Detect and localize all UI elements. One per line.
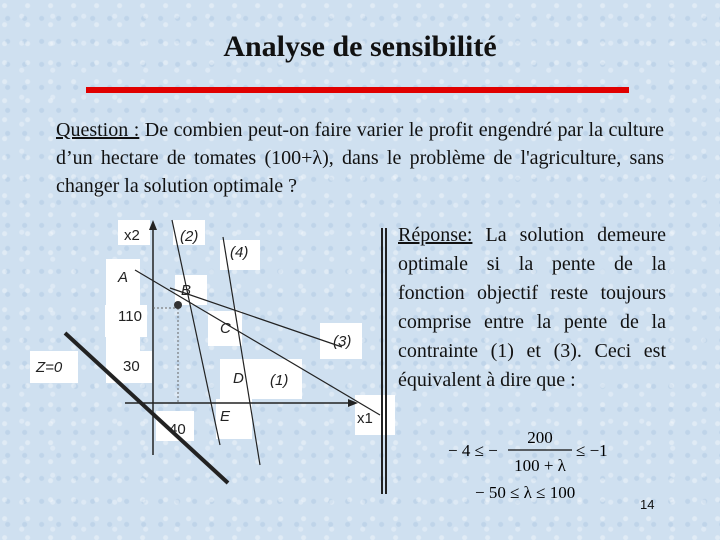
- point-b-marker: [174, 301, 182, 309]
- constraint-line-3: [170, 288, 342, 347]
- question-text: De combien peut-on faire varier le profit engendré par la culture d’un hectare de tomates (100+λ), dans le problème de l'agriculture, sans changer la solution optimale ?: [56, 119, 664, 197]
- sensitivity-formula: [440, 425, 660, 505]
- formula-left-bound: − 4 ≤ −: [448, 441, 498, 460]
- x-40-label: 40: [169, 421, 186, 438]
- slide-title: Analyse de sensibilité: [223, 30, 497, 63]
- x-axis-label: x1: [357, 410, 373, 427]
- formula-denominator: 100 + λ: [514, 456, 566, 475]
- y-30-label: 30: [123, 358, 140, 375]
- line-1-label: (1): [270, 372, 289, 389]
- y-110-label: 110: [118, 308, 142, 325]
- title-underline: [86, 87, 629, 93]
- point-a-label: A: [118, 269, 129, 286]
- answer-label: Réponse:: [398, 224, 473, 246]
- line-2-label: (2): [180, 228, 199, 245]
- line-4-label: (4): [230, 244, 249, 261]
- formula-result: − 50 ≤ λ ≤ 100: [475, 483, 576, 502]
- line-3-label: (3): [333, 333, 352, 350]
- question-paragraph: [56, 116, 664, 200]
- divider-line-2: [385, 228, 387, 494]
- question-label: Question :: [56, 119, 140, 141]
- point-d-label: D: [233, 370, 244, 387]
- page-number: 14: [640, 497, 655, 512]
- point-b-label: B: [181, 282, 192, 299]
- y-axis-arrow: [149, 220, 157, 230]
- point-c-label: C: [220, 320, 231, 337]
- point-e-label: E: [220, 408, 231, 425]
- formula-right-bound: ≤ −1: [576, 441, 608, 460]
- formula-numerator: 200: [527, 428, 553, 447]
- answer-paragraph: [398, 221, 666, 395]
- divider-line-1: [381, 228, 383, 494]
- feasible-region-diagram: [30, 215, 402, 500]
- y-axis-label: x2: [124, 227, 140, 244]
- z0-label: Z=0: [36, 359, 63, 376]
- answer-text: La solution demeure optimale si la pente de la fonction objectif reste toujours comprise entre la pente de la contrainte (1) et (3). Ceci est équivalent à dire que :: [398, 224, 666, 391]
